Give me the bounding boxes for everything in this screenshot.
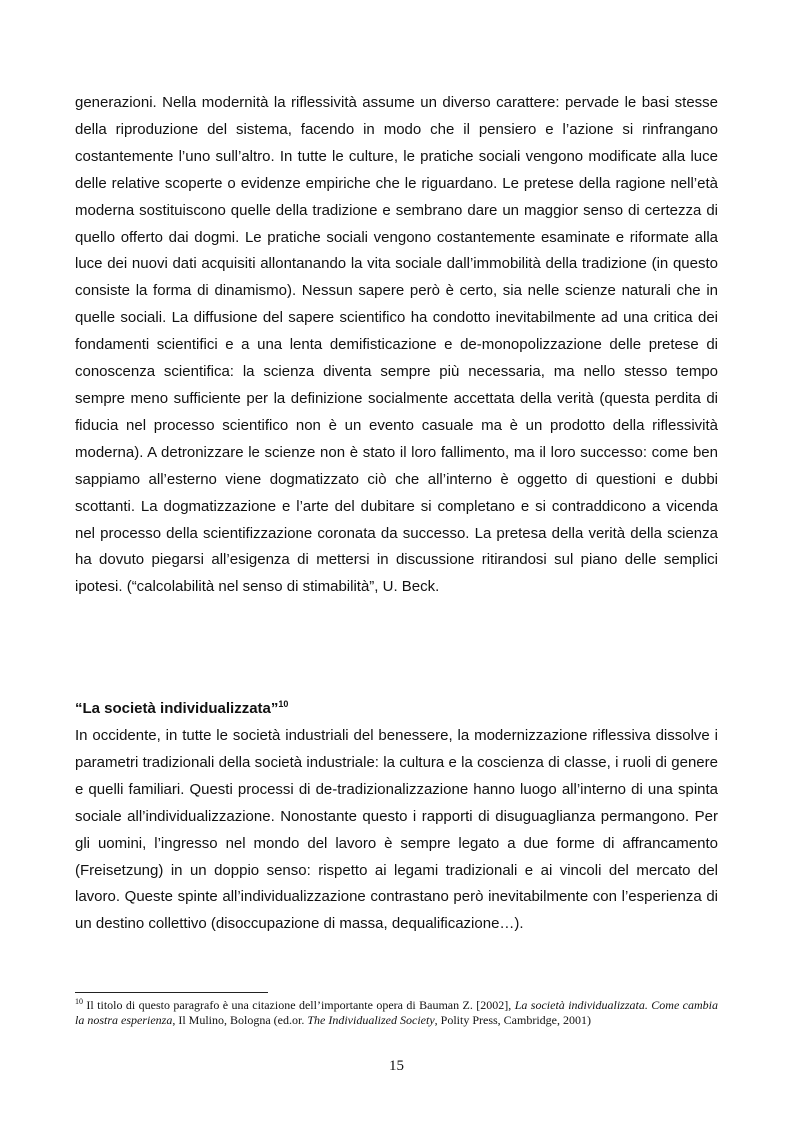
footnote-original-title-italic: The Individualized Society: [307, 1012, 435, 1027]
footnote-reference[interactable]: 10: [278, 699, 289, 709]
body-paragraph: generazioni. Nella modernità la riflessività assume un diverso carattere: pervade le basi stesse della riproduzione del sistema, facendo in modo che il pensiero e l’azione si rinfrangano costantemente l’uno sull’altro. In tutte le culture, le pratiche sociali vengono modificate alla luce delle relative scoperte o evidenze empiriche che le riguardano. Le pretese della ragione nell’età moderna sostituiscono quelle della tradizione e sembrano dare un maggior senso di certezza di quello offerto dai dogmi. Le pratiche sociali vengono costantemente esaminate e riformate alla luce dei nuovi dati acquisiti allontanando la vita sociale dall’immobilità della tradizione (in questo consiste la forma di dinamismo). Nessun sapere però è certo, sia nelle scienze naturali che in quelle sociali. La diffusione del sapere scientifico ha condotto inevitabilmente ad una critica dei fondamenti scientifici e a una lenta demifisticazione e de-monopolizzazione delle pretese di conoscenza scientifica: la scienza diventa sempre più necessaria, ma nello stesso tempo sempre meno sufficiente per la definizione socialmente accettata della verità (questa perdita di fiducia nel processo scientifico non è un evento casuale ma è un prodotto della riflessività moderna). A detronizzare le scienze non è stato il loro fallimento, ma il loro successo: come ben sappiamo all’esterno viene dogmatizzato ciò che all’interno è oggetto di questioni e dubbi scottanti. La dogmatizzazione e l’arte del dubitare si completano e si contraddicono a vicenda nel processo della scientifizzazione coronata da successo. La pretesa della verità della scienza ha dovuto piegarsi all’esigenza di mettersi in discussione ritirandosi sul piano delle semplici ipotesi. (“calcolabilità nel senso di stimabilità”, U. Beck.: [75, 94, 718, 596]
page-number: 15: [389, 1058, 404, 1074]
body-paragraph: In occidente, in tutte le società industriali del benessere, la modernizzazione riflessiva dissolve i parametri tradizionali della società industriale: la cultura e la coscienza di classe, i ruoli di genere e quelli familiari. Questi processi di de-tradizionalizzazione hanno luogo all’interno di una spinta sociale all’individualizzazione. Nonostante questo i rapporti di disuguaglianza permangono. Per gli uomini, l’ingresso nel mondo del lavoro è sempre legato a due forme di affrancamento (Freisetzung) in un doppio senso: rispetto ai legami tradizionali e ai vincoli del mercato del lavoro. Queste spinte all’individualizzazione contrastano però inevitabilmente con l’esperienza di un destino collettivo (disoccupazione di massa, dequalificazione…).: [75, 727, 718, 933]
footnote: [75, 998, 718, 1027]
footnote-text: , Polity Press, Cambridge, 2001): [434, 1012, 591, 1027]
section-heading-text: “La società individualizzata”: [75, 700, 279, 717]
footnote-title-italic: La società individualizzata. Come cambia la nostra esperienza: [75, 998, 719, 1027]
footnote-divider: [75, 992, 268, 993]
footnote-text: , Il Mulino, Bologna (ed.or.: [172, 1012, 308, 1027]
footnote-number: 10: [75, 997, 83, 1006]
footnote-text: Il titolo di questo paragrafo è una citazione dell’importante opera di Bauman Z. [2002],: [83, 998, 515, 1012]
section-heading: [75, 696, 718, 722]
